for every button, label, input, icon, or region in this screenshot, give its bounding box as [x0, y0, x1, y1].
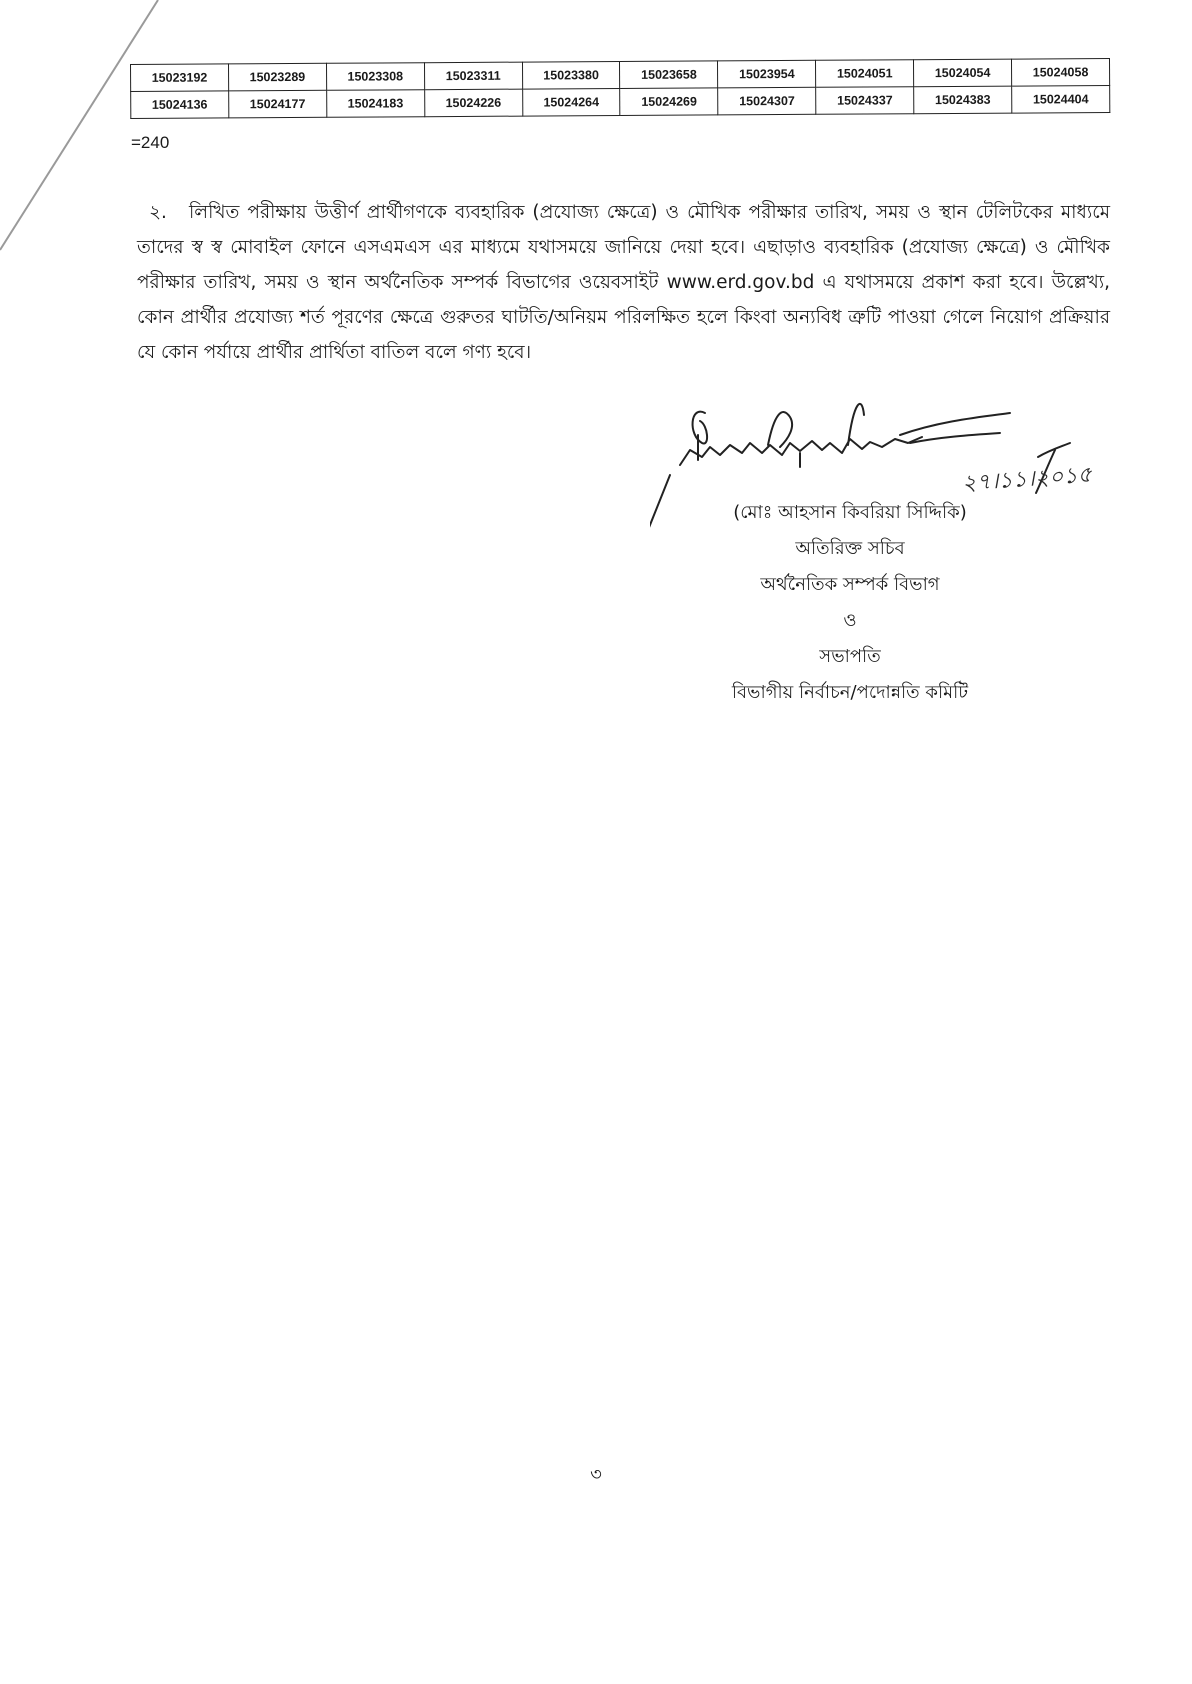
roll-cell: 15023289	[228, 63, 326, 91]
page-number: ৩	[590, 1464, 602, 1485]
signatory-designation: অতিরিক্ত সচিব	[795, 538, 905, 559]
signatory-name: (মোঃ আহসান কিবরিয়া সিদ্দিকি)	[733, 502, 967, 523]
signatory-conjunction: ও	[843, 610, 857, 631]
roll-cell: 15024136	[131, 91, 229, 119]
roll-cell: 15024054	[914, 59, 1012, 87]
roll-cell: 15024226	[424, 89, 522, 117]
roll-cell: 15024058	[1012, 59, 1110, 87]
roll-cell: 15024383	[914, 86, 1012, 114]
signature-date: ২৭।১১।২০১৫	[961, 462, 1093, 497]
roll-cell: 15023380	[522, 62, 620, 90]
roll-cell: 15023311	[424, 62, 522, 90]
table-row	[131, 86, 1110, 119]
roll-cell: 15024051	[816, 60, 914, 88]
paragraph-text: লিখিত পরীক্ষায় উত্তীর্ণ প্রার্থীগণকে ব্যবহারিক (প্রযোজ্য ক্ষেত্রে) ও মৌখিক পরীক্ষার তারিখ, সময় ও স্থান টেলিটকের মাধ্যমে তাদের স্ব স্ব মোবাইল ফোনে এসএমএস এর মাধ্যমে যথাসময়ে জানিয়ে দেয়া হবে। এছাড়াও ব্যবহারিক (প্রযোজ্য ক্ষেত্রে) ও মৌখিক পরীক্ষার তারিখ, সময় ও স্থান অর্থনৈতিক সম্পর্ক বিভাগের ওয়েবসাইট www.erd.gov.bd এ যথাসময়ে প্রকাশ করা হবে। উল্লেখ্য, কোন প্রার্থীর প্রযোজ্য শর্ত পূরণের ক্ষেত্রে গুরুতর ঘাটতি/অনিয়ম পরিলক্ষিত হলে কিংবা অন্যবিধ ত্রুটি পাওয়া গেলে নিয়োগ প্রক্রিয়ার যে কোন পর্যায়ে প্রার্থীর প্রার্থিতা বাতিল বলে গণ্য হবে।	[137, 201, 1110, 363]
paragraph-number: ২.	[149, 201, 167, 223]
roll-cell: 15024404	[1012, 86, 1110, 114]
signature-block	[685, 495, 1015, 711]
signatory-role: সভাপতি	[819, 646, 881, 667]
roll-cell: 15024183	[326, 90, 424, 118]
roll-cell: 15023192	[131, 64, 229, 92]
roll-cell: 15024177	[229, 90, 327, 118]
roll-cell: 15024337	[816, 87, 914, 115]
roll-cell: 15024307	[718, 87, 816, 115]
roll-cell: 15023308	[326, 63, 424, 91]
total-count: =240	[131, 133, 170, 152]
signatory-office: অর্থনৈতিক সম্পর্ক বিভাগ	[760, 574, 940, 595]
signatory-committee: বিভাগীয় নির্বাচন/পদোন্নতি কমিটি	[731, 682, 969, 703]
roll-cell: 15023658	[620, 61, 718, 89]
roll-cell: 15024269	[620, 88, 718, 116]
roll-cell: 15023954	[718, 60, 816, 88]
roll-number-table	[130, 58, 1110, 119]
roll-cell: 15024264	[522, 89, 620, 117]
notice-paragraph	[137, 195, 1110, 370]
